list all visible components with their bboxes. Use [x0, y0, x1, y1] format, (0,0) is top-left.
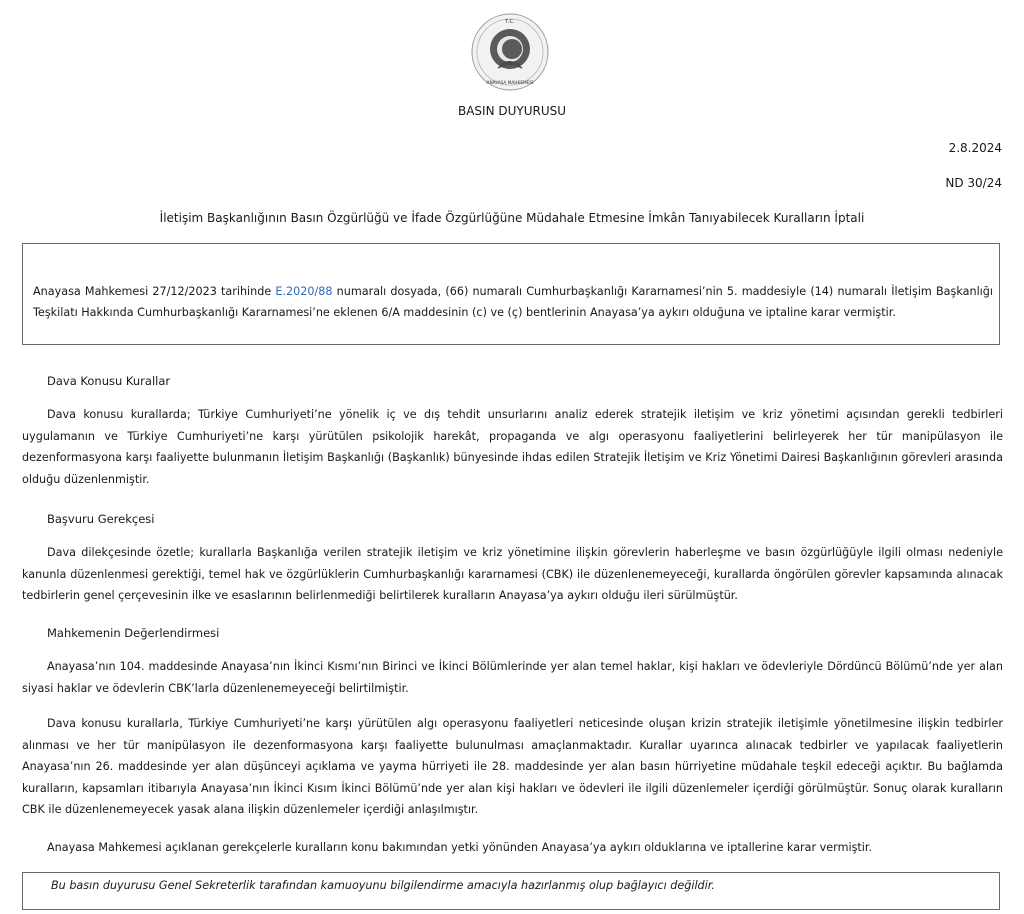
- summary-text: [33, 281, 993, 323]
- summary-intro: Anayasa Mahkemesi 27/12/2023 tarihinde: [33, 285, 276, 298]
- case-link[interactable]: E.2020/88: [275, 285, 333, 298]
- section-title-application-grounds: Başvuru Gerekçesi: [47, 512, 155, 526]
- page-title: BASIN DUYURUSU: [457, 104, 567, 118]
- paragraph-application-grounds: Dava dilekçesinde özetle; kurallarla Başkanlığa verilen stratejik iletişim ve kriz yönetimine ilişkin görevlerin haberleşme ve basın özgürlüğüyle ilgili olması nedeniyle kanunla düzenlenmesi gerektiği, temel hak ve özgürlüklerin Cumhurbaşkanlığı kararnamesi (CBK) ile düzenlenemeyeceği, kurallarda öngörülen görevler kapsamında alınacak tedbirlerin genel çerçevesinin ilke ve esaslarının belirlenmediği belirtilerek kuralların Anayasa’ya aykırı olduğu ileri sürülmüştür.: [22, 546, 1003, 603]
- seal-top-text: T.C.: [504, 19, 516, 25]
- paragraph-contested-rules: Dava konusu kurallarda; Türkiye Cumhuriyeti’ne yönelik iç ve dış tehdit unsurlarını analiz ederek stratejik iletişim ve kriz yönetimi açısından gerekli tedbirleri uygulamanın ve Türkiye Cumhuriyeti’ne karşı yürütülen psikolojik harekât, propaganda ve algı operasyonu faaliyetlerini belirleyerek her tür manipülasyon ile dezenformasyona karşı faaliyette bulunmanın İletişim Başkanlığı (Başkanlık) bünyesinde ihdas edilen Stratejik İletişim ve Kriz Yönetimi Dairesi Başkanlığının görevleri arasında olduğu düzenlenmiştir.: [22, 408, 1003, 486]
- release-number: ND 30/24: [945, 176, 1002, 190]
- release-subject: İletişim Başkanlığının Basın Özgürlüğü ve İfade Özgürlüğüne Müdahale Etmesine İmkân Tanıyabilecek Kuralların İptali: [159, 211, 865, 225]
- summary-rest: numaralı dosyada, (66) numaralı Cumhurbaşkanlığı Kararnamesi’nin 5. maddesiyle (14) numaralı İletişim Başkanlığı Teşkilatı Hakkında Cumhurbaşkanlığı Kararnamesi’ne eklenen 6/A maddesinin (c) ve (ç) bentlerinin Anayasa’ya aykırı olduğuna ve iptaline karar vermiştir.: [33, 285, 993, 319]
- disclaimer-box: [22, 872, 1000, 910]
- constitutional-court-seal: [470, 12, 550, 92]
- paragraph-court-assessment-2: Dava konusu kurallarla, Türkiye Cumhuriyeti’ne karşı yürütülen algı operasyonu faaliyetleri neticesinde oluşan krizin stratejik iletişimle yönetilmesine ilişkin tedbirler alınması ve her tür manipülasyon ile dezenformasyona karşı faaliyette bulunulması amaçlanmaktadır. Kurallar uyarınca alınacak tedbirler ve yapılacak faaliyetlerin Anayasa’nın 26. maddesinde yer alan düşünceyi açıklama ve yayma hürriyeti ile 28. maddesinde yer alan basın hürriyetine müdahale teşkil edeceği açıktır. Bu bağlamda kuralların, kapsamları itibarıyla Anayasa’nın İkinci Kısım İkinci Bölümü’nde yer alan kişi hakları ve ödevleri ile ilgili düzenlemeler içerdiği görülmüştür. Sonuç olarak kuralların CBK ile düzenlenemeyecek yasak alana ilişkin düzenlemeler içerdiği anlaşılmıştır.: [22, 717, 1003, 817]
- section-title-contested-rules: Dava Konusu Kurallar: [47, 374, 171, 388]
- paragraph-court-decision: Anayasa Mahkemesi açıklanan gerekçelerle kuralların konu bakımından yetki yönünden Anayasa’ya aykırı olduklarına ve iptallerine karar vermiştir.: [47, 841, 873, 854]
- release-date: 2.8.2024: [948, 141, 1002, 155]
- seal-bottom-text: ANAYASA MAHKEMESİ: [486, 81, 534, 86]
- section-title-court-assessment: Mahkemenin Değerlendirmesi: [47, 626, 220, 640]
- paragraph-court-assessment-1: Anayasa’nın 104. maddesinde Anayasa’nın İkinci Kısmı’nın Birinci ve İkinci Bölümlerinde yer alan temel haklar, kişi hakları ve ödevleriyle Dördüncü Bölümü’nde yer alan siyasi haklar ve ödevlerin CBK’larla düzenlenemeyeceği belirtilmiştir.: [22, 660, 1003, 695]
- disclaimer-text: Bu basın duyurusu Genel Sekreterlik tarafından kamuoyunu bilgilendirme amacıyla hazırlanmış olup bağlayıcı değildir.: [51, 879, 715, 892]
- summary-box: [22, 243, 1000, 345]
